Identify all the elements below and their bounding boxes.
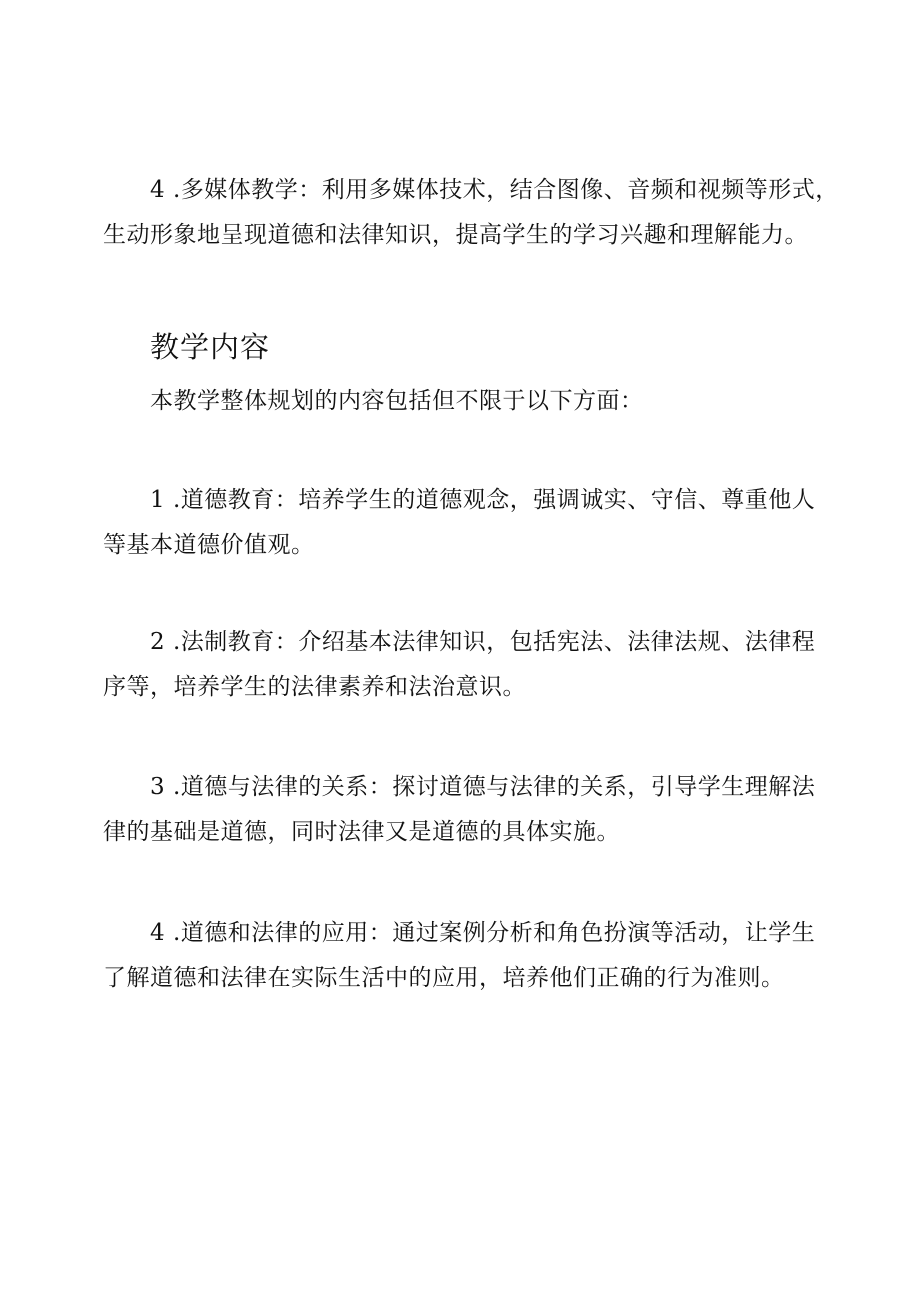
list-item-moral-education bbox=[103, 478, 821, 568]
list-item-moral-law-relation bbox=[103, 765, 821, 855]
intro-line: 本教学整体规划的内容包括但不限于以下方面： bbox=[150, 388, 644, 414]
section-intro bbox=[103, 379, 821, 424]
list-item-line: 2 .法制教育：介绍基本法律知识，包括宪法、法律法规、法律程 bbox=[150, 629, 816, 655]
section-heading: 教学内容 bbox=[150, 330, 271, 364]
list-item-moral-law-application bbox=[103, 911, 821, 1001]
list-item-line: 等基本道德价值观。 bbox=[103, 532, 315, 558]
paragraph-line: 4 .多媒体教学：利用多媒体技术，结合图像、音频和视频等形式， bbox=[150, 177, 839, 203]
list-item-line: 律的基础是道德，同时法律又是道德的具体实施。 bbox=[103, 819, 620, 845]
list-item-line: 序等，培养学生的法律素养和法治意识。 bbox=[103, 674, 526, 700]
list-item-line: 4 .道德和法律的应用：通过案例分析和角色扮演等活动，让学生 bbox=[150, 920, 816, 946]
list-item-line: 了解道德和法律在实际生活中的应用，培养他们正确的行为准则。 bbox=[103, 965, 785, 991]
list-item-line: 1 .道德教育：培养学生的道德观念，强调诚实、守信、尊重他人 bbox=[150, 487, 816, 513]
paragraph-multimedia-teaching bbox=[103, 168, 839, 258]
paragraph-line: 生动形象地呈现道德和法律知识，提高学生的学习兴趣和理解能力。 bbox=[103, 222, 808, 248]
list-item-line: 3 .道德与法律的关系：探讨道德与法律的关系，引导学生理解法 bbox=[150, 774, 816, 800]
list-item-legal-education bbox=[103, 620, 821, 710]
